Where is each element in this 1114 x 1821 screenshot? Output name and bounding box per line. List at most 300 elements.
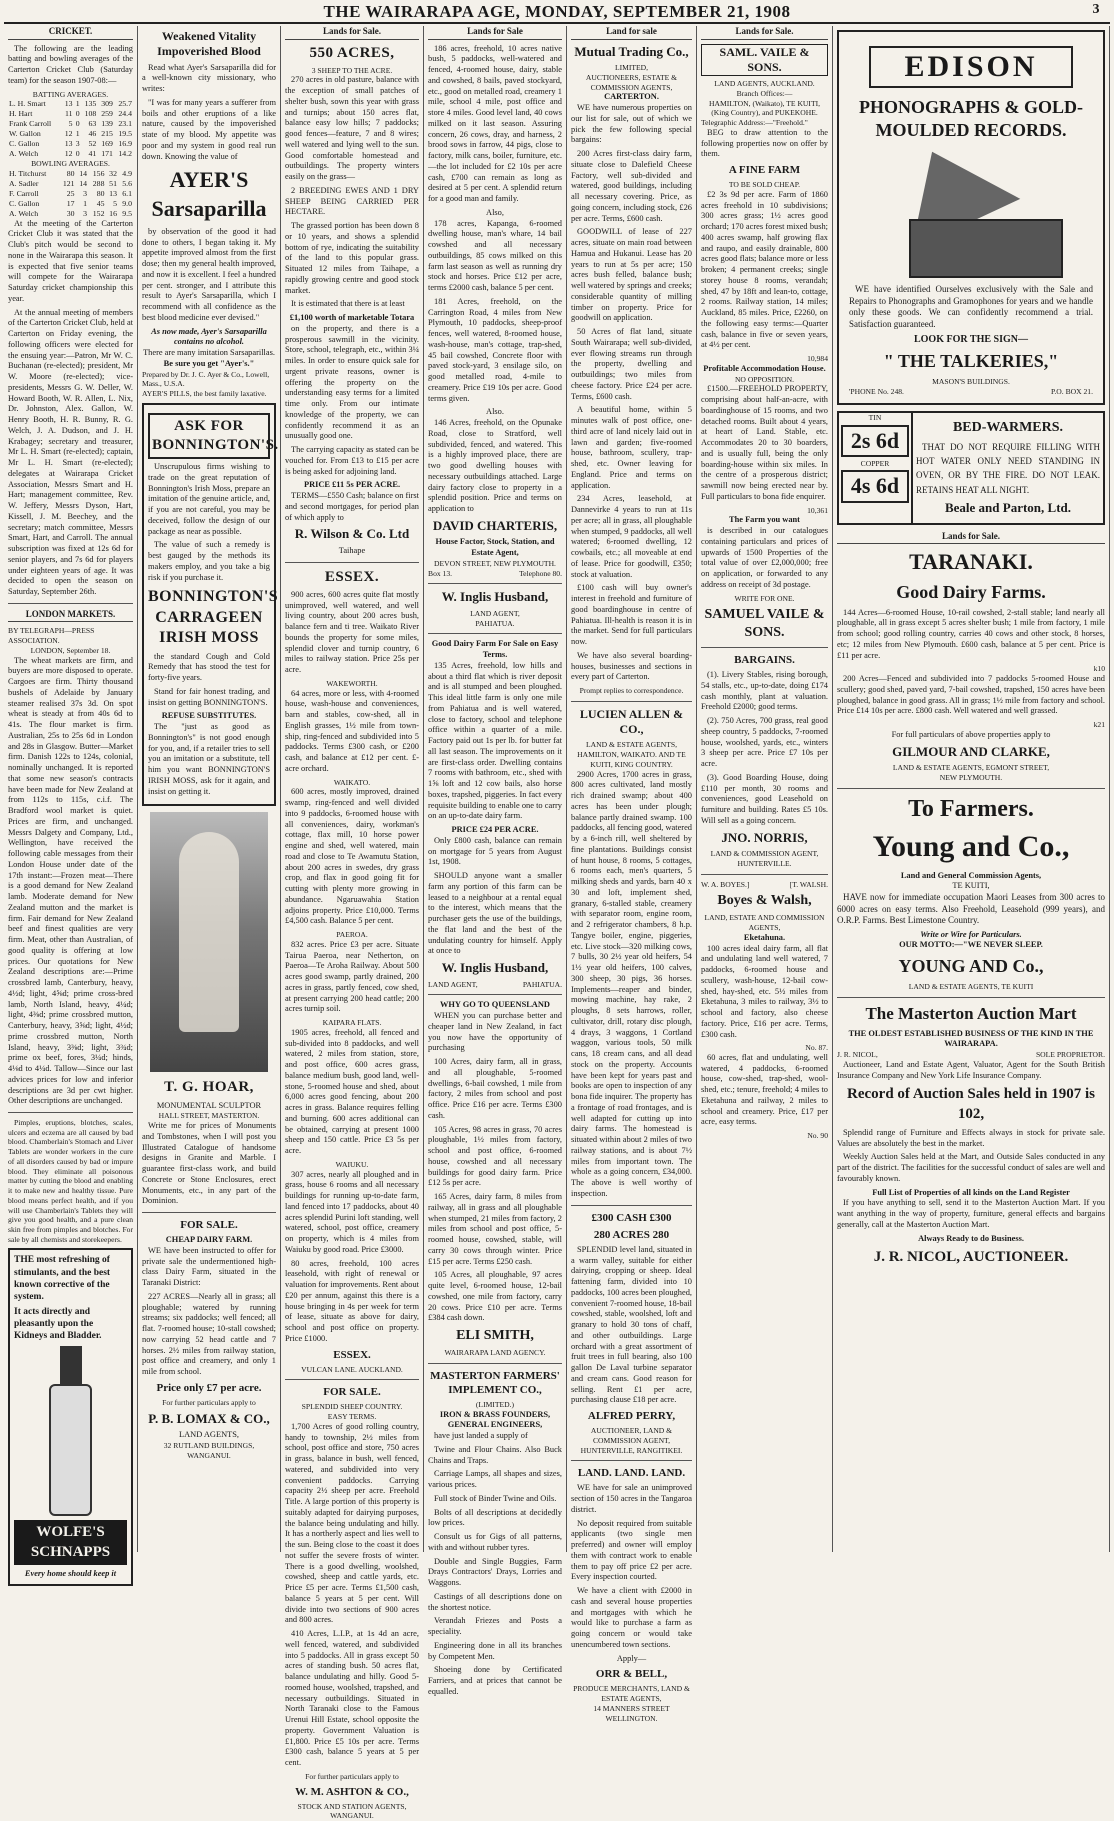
ashton-town: WANGANUI. [330, 1811, 374, 1821]
hoar-name: T. G. HOAR, [164, 1079, 254, 1096]
cash-1: SPLENDID level land, situated in a warm valley, suitable for either dairying, cropping or sheep. Ideal fattening farm, divided into 10 paddocks, 100 acres been ploughed, convenient 7-roomed house, 18-bail cowshed, stable, woolshed, loft and granary to hold 30 tons of chaff, and other outbuildings. Large orchard with a great assortment of fruit trees in full bearing, also 100 gallon De Laval turbine separator and cream cans. Good reason for selling. Rent £1 per acre, purchasing clause £18 per acre. [571, 1244, 692, 1405]
bed-warmers-text: THAT DO NOT REQUIRE FILLING WITH HOT WATER ONLY NEED STANDING IN OVEN, OR BY THE FIRE. DO NOT LEAK. RETAINS HEAT ALL NIGHT. [916, 441, 1100, 495]
batting-row [8, 149, 133, 159]
bonnington-para-1: Unscrupulous firms wishing to trade on the great reputation of Bonnington's Irish Moss, prepare an imitation of the genuine article, and, if you are not careful, you may be deceived, follow the design of our package as near as possible. [148, 462, 270, 536]
bowling-row [8, 189, 133, 199]
mf-10: Engineering done in all its branches by Competent Men. [428, 1640, 562, 1661]
batting-cell: 309 [101, 99, 113, 109]
batting-row [8, 99, 133, 109]
batting-table [8, 99, 133, 159]
bowling-cell: F. Carroll [9, 188, 39, 198]
land-land-land: LAND. LAND. LAND. [577, 1467, 686, 1480]
cheap-dairy-farm: CHEAP DAIRY FARM. [165, 1235, 253, 1245]
gilmour-role: LAND & ESTATE AGENTS, EGMONT STREET, [892, 763, 1050, 773]
mt-9: Prompt replies to correspondence. [579, 686, 684, 696]
column-6 [697, 26, 833, 1552]
edison-contact [849, 387, 1093, 397]
batting-cell: L. H. Smart [9, 99, 46, 109]
gilmour-town: NEW PLYMOUTH. [939, 772, 1003, 782]
for-sale-heading: FOR SALE. [180, 1219, 238, 1232]
young-1: HAVE now for immediate occupation Maori Leases from 300 acres to 6000 acres on easy terms. Also Freehold, Leasehold (999 years), and O.R.P. Farms. Best Limestone Country. [837, 892, 1105, 926]
charteris-box: Box 13. [428, 568, 453, 578]
vaile-3: £1500.—FREEHOLD PROPERTY, comprising about half-an-acre, with boardinghouse of 15 rooms, and two detached rooms. Built about 4 years, at heart of Land. Stable, etc. Accommodates 20 to 30 boarders, and is usually full, being the only boarding-house within six miles. In the centre of a prosperous district; sawmill now being erected near by. Full particulars to bona fide enquirer. [701, 384, 828, 501]
also-1: Also, [486, 207, 504, 217]
bowling-title: BOWLING AVERAGES. [31, 159, 110, 169]
record-sales: Record of Auction Sales held in 1907 is 102, [847, 1086, 1095, 1122]
batting-cell: 259 [101, 109, 113, 119]
boyes-walsh-firm: Boyes & Walsh, [717, 893, 812, 909]
nicol-signature: J. R. NICOL, AUCTIONEER. [873, 1249, 1069, 1266]
column-4 [424, 26, 567, 1696]
mutual-role: AUCTIONEERS, ESTATE & COMMISSION AGENTS, [585, 72, 678, 92]
batting-cell: 24.4 [118, 109, 132, 119]
for-sale-price: Price only £7 per acre. [156, 1381, 262, 1394]
bowling-cell: 80 [66, 168, 75, 178]
also-2: Also. [486, 407, 504, 417]
550-para-4: It is estimated that there is at least [291, 299, 405, 309]
bowling-cell: 30 [66, 208, 75, 218]
to-be-sold: TO BE SOLD CHEAP. [728, 180, 801, 190]
orr-bell-role: PRODUCE MERCHANTS, LAND & ESTATE AGENTS, [573, 1684, 690, 1704]
masons-buildings: MASON'S BUILDINGS. [932, 377, 1010, 387]
batting-cell: C. Gallon [9, 139, 40, 149]
batting-cell: A. Welch [9, 149, 39, 159]
batting-cell: 23.1 [118, 119, 132, 129]
good-dairy-farm-price: PRICE £24 PER ACRE. [451, 825, 539, 835]
boyes-1: 100 acres ideal dairy farm, all flat and undulating land well watered, 7 paddocks, 6-roomed house and scullery, wash-house, 12-bail cow-shed, hay-shed, etc. 5½ miles from Eketahuna, 3 miles to railway, 3½ to school and factory, also cheese factory. Price, £16 per acre. Terms, £300 cash. [701, 943, 828, 1039]
ayer-quote-2: by observation of the good it had done to others, I began taking it. My appetite improved almost from the first dose; then my general health improved, and now it is excellent. I feel a hundred per cent. stronger, and I attribute this result to Ayer's Sarsaparilla, which I recommend with all confidence as the best blood medicine ever devised." [142, 226, 276, 322]
for-sale-apply: For further particulars apply to [162, 1398, 256, 1408]
lucien-1: 2900 Acres, 1700 acres in grass, 800 acres cultivated, land mostly rich drained swamp; about 400 acres has been under plough; balance partly drained swamp. 100 paddocks, all fencing good, watered by a 6-inch rill, well sheltered by fine plantations. Buildings consist of hunt house, 8 rooms, 5 cottages, 6 rooms each, men's quarters, 5 milking sheds and yards, barn 40 x 30 and loft, implement shed, granary, 6-stalled stable, creamery with separator room, engine room, and 2 refrigerator chambers, 8 h.p. Tangye boiler, engine, piggeries, etc. Live stock—320 milking cows, 7 bulls, 30 2½ year old heifers, 54 1½ year old heifers, 100 calves, 300 sheep, 30 pigs, 36 horses. Implements—reaper and binder, mowing machine, hay rake, 2 ploughs, 8 sets harrows, roller, cultivator, drill, rotary disc plough, 4 drays, 3 waggons, 1 Cortland waggon, various tools, 50 milk cans, 18 cream cans, and all dead stock on the property. Accounts have been kept for years past and books are open to inspection of any bona fide inquirer. The property has a frontage of road frontages, and is well adapted for cutting up into dairy farms. The homestead is situated within about 2 miles of two railway stations, and is about 7½ miles from important town. The whole as a going concern, £34,000. The above is well worthy of inspection. [571, 769, 692, 1198]
hoar-address: HALL STREET, MASTERTON. [158, 1111, 260, 1121]
refuse-substitutes-text: The "just as good as Bonnington's" is not good enough for you, and, if a retailer tries to sell you an imitation or a substitute, tell him you want BONNINGTON'S IRISH MOSS, ask for it again, and insist on getting it. [148, 722, 270, 796]
bowling-row [8, 199, 133, 209]
batting-cell: 46 [88, 129, 97, 139]
edison-sub: PHONOGRAPHS & GOLD-MOULDED RECORDS. [859, 97, 1083, 141]
column-5 [567, 26, 697, 1723]
hoar-trade: MONUMENTAL SCULPTOR [156, 1100, 262, 1110]
charteris-firm: DAVID CHARTERIS, [432, 517, 558, 533]
masthead-title: THE WAIRARAPA AGE, MONDAY, SEPTEMBER 21, 1908 [323, 2, 791, 21]
beale-parton: Beale and Parton, Ltd. [944, 500, 1072, 516]
alfred-perry-town: HUNTERVILLE, RANGITIKEI. [580, 1445, 683, 1455]
sole-proprietor: SOLE PROPRIETOR. [1035, 1050, 1105, 1060]
auction-mart-title: The Masterton Auction Mart [865, 1003, 1077, 1023]
norris-town: HUNTERVILLE. [737, 858, 792, 868]
550-para-3: The grassed portion has been down 8 or 10 years, and shows a splendid bottom of rye, indicating the suitability of the land to this popular grass. Situated 12 miles from Taihape, a rapidly growing centre and good stock market. [285, 221, 419, 295]
for-sale-intro: WE have been instructed to offer for private sale the undermentioned high-class Dairy Farm, situated in the Taranaki District: [142, 1245, 276, 1288]
550-para-6: on the property, and there is a prosperous sawmill in the vicinity. Store, school, telegraph, etc., within 3¼ miles. In order to ensure quick sale for urgent private reasons, owner is offering the property on the understanding easy terms for a limited time only. From our intimate knowledge of the property, we can confidently recommend it as an unusually good one. [285, 323, 419, 441]
mf-11: Shoeing done by Certificated Farriers, and at prices that cannot be equalled. [428, 1665, 562, 1696]
mf-7: Double and Single Buggies, Farm Drays Contractors' Drays, Lorries and Waggons. [428, 1556, 562, 1588]
price-panel [839, 413, 913, 523]
vaile-heading: SAML. VAILE & SONS. [701, 44, 828, 77]
land-1: WE have for sale an unimproved section of 150 acres in the Tangaroa district. [571, 1483, 692, 1514]
markets-text: The wheat markets are firm, and buyers are more disposed to operate. Cargoes are firm. Thirty thousand bushels of Adelaide by January steamer realised 37s 3d. On spot wheat is steady at from 40s 6d to 41s. The flour market is firm. Australian, 25s to 25s 6d in London and 28s in Glasgow. Butter—Market firm. Danish 122s to 124s, colonial, nominally unchanged. It is reported that some new season's contracts have been made for New Zealand at from 112s to 115s, c.i.f. The Bradford wool market is quiet. Prices are firm, and unchanged. Messrs Dalgety and Company, Ltd., Wellington, have received the following cable messages from their London House under date of the 17th instant:—Frozen meat—There is a good demand for New Zealand lamb. Moderate demand for New Zealand mutton and the market is firm. Fair demand for New Zealand beef and finest qualities are very firm. Meat, other than Australian, of good quality is offering at low prices. Our quotations for New Zealand descriptions are:—Prime crossbred lamb, Canterbury, heavy, 4½d; light, 4⅝d; prime cross-bred lamb, North Island, heavy, 4¼d; light, 4⅜d; prime crossbred mutton, Canterbury, heavy, 3⅝d; light, 4½d; prime crossbred mutton, North Island, heavy, 3⅜d; light, 3¾d; prime ox beef, fores, 3¼d; hinds, 4⅛d to 4¼d. Tallow—Since our last advices prices for low and inferior descriptions are 3d per cwt higher. Other descriptions are unchanged. [8, 655, 133, 1106]
bargain-2: (2). 750 Acres, 700 grass, real good sheep country, 5 paddocks, 7-roomed house, woolshed, yards, etc., winters 3 sheep per acre. Price £7 10s per acre. [701, 716, 828, 769]
ashton-firm: W. M. ASHTON & CO., [295, 1785, 409, 1798]
taranaki-2: 200 Acres—Fenced and subdivided into 7 paddocks 5-roomed House and scullery; good shed, paved yard, 7-bail cowshed, trapshed, 150 acres have been ploughed, balance in good grass. All in grass; 1½ mile from factory and school. Price £14 10s per acre. £800 cash. Well watered and well grassed. [837, 674, 1105, 716]
bonnington-heading: ASK FOR BONNINGTON'S. [148, 413, 270, 459]
batting-cell: 0 [75, 149, 80, 159]
young-write: Write or Wire for Particulars. [920, 929, 1022, 939]
masthead [0, 2, 1114, 22]
alfred-perry-role: AUCTIONEER, LAND & COMMISSION AGENT, [590, 1426, 673, 1445]
batting-cell: 108 [84, 109, 97, 119]
charteris-contact [428, 569, 562, 579]
queensland-3: 105 Acres, 98 acres in grass, 70 acres ploughable, 1½ miles from factory, school and post office, 6-roomed house, cowshed and all necessary buildings for good dairy farm. Price £12 5s per acre. [428, 1124, 562, 1188]
batting-row [8, 139, 133, 149]
wolfe-lead: THE most refreshing of stimulants, and the best known corrective of the system. [14, 1255, 111, 1302]
batting-cell: 0 [75, 109, 80, 119]
550-acres-sub: 3 SHEEP TO THE ACRE. [311, 65, 393, 75]
vaile-3-ref: 10,361 [807, 505, 828, 515]
good-dairy-farm-2: Only £800 cash, balance can remain on mortgage for 5 years from August 1st, 1908. [428, 835, 562, 867]
hoar-text: Write me for prices of Monuments and Tombstones, when I will post you Illustrated Catalogue of handsome designs in Granite and Marble. I guarantee first-class work, and build Concrete or Stone Enclosures, erect Monuments, etc., in any part of the Dominion. [142, 1121, 276, 1206]
bargain-3: (3). Good Boarding House, doing £110 per month, 30 rooms and conveniences, good Leasehold on furniture and building. Rates £5 10s. Will sell as a going concern. [701, 772, 828, 825]
young-role: Land and General Commission Agents, [900, 870, 1042, 880]
essex-2: 64 acres, more or less, with 4-roomed house, wash-house and conveniences, barn and stables, cow-shed, all in English grasses, 1½ mile from town-ship, ring-fenced and subdivided into 5 paddocks. Terms £300 cash, or £200 cash, and balance at £12 per cent. £-acre orchard. [285, 688, 419, 773]
mf-4: Full stock of Binder Twine and Oils. [434, 1493, 557, 1503]
bowling-cell: 25 [66, 188, 75, 198]
batting-title: BATTING AVERAGES. [32, 89, 109, 99]
batting-cell: 14.2 [118, 149, 132, 159]
taranaki-apply: For full particulars of above properties apply to [891, 729, 1051, 739]
masterton-farmers-ltd: (LIMITED.) [475, 1400, 515, 1410]
vaile-2-ref: 10,984 [807, 354, 828, 364]
boyes-walsh-names [701, 880, 828, 890]
angel-monument-illustration [150, 812, 268, 1072]
essex-6: 307 acres, nearly all ploughed and in grass, house 6 rooms and all necessary buildings for running up-to-date farm, land fenced into 17 paddocks, about 40 acres splendid Purini loft standing, well watered, school, post office, creamery on property, which is 4 miles from Waiuku by good road. Price £3000. [285, 1169, 419, 1254]
good-dairy-farm-heading: Good Dairy Farm For Sale on Easy Terms. [431, 639, 559, 660]
essex-4: 832 acres. Price £3 per acre. Situate Tairua Paeroa, near Netherton, on Paeroa—Te Aroha Railway. About 500 acres good swamp, partly drained, 200 acres in grass, partly fenced, cow shed, at present carrying 200 head cattle; 200 acres turnip soil. [285, 939, 419, 1014]
ayer-sure: Be sure you get "Ayer's." [163, 358, 255, 368]
essex-7: 80 acres, freehold, 100 acres leasehold, with right of renewal or valuation for improvements. Rent about £20 per annum, against this there is a house bringing in 4s per week for term of lease, situate as above for dairy, school and post office on property. Price £1000. [285, 1258, 419, 1343]
husband-contact [428, 980, 562, 990]
masterton-farmers-trade: IRON & BRASS FOUNDERS, [439, 1409, 551, 1419]
masterton-farmers-trade-2: GENERAL ENGINEERS, [447, 1420, 543, 1430]
essex-kaipara: KAIPARA FLATS. [322, 1018, 382, 1028]
wolfe-tag: Every home should keep it [24, 1568, 117, 1578]
wolfe-brand: WOLFE'S SCHNAPPS [14, 1520, 127, 1564]
auction-mart-proprietor [837, 1050, 1105, 1060]
lomax-role: LAND AGENTS, [178, 1430, 240, 1440]
bowling-cell: 3 [83, 208, 88, 218]
phonograph-illustration [869, 148, 1073, 278]
batting-cell: 12 [64, 149, 73, 159]
batting-cell: 25.7 [118, 99, 132, 109]
batting-cell: 19.5 [118, 129, 132, 139]
batting-cell: 13 [64, 99, 73, 109]
mutual-ltd: LIMITED, [614, 63, 649, 73]
husband-town-2: PAHIATUA. [522, 979, 562, 989]
batting-cell: 52 [88, 139, 97, 149]
lands-for-sale-heading-4: Lands for Sale. [837, 531, 1105, 545]
bowling-cell: A. Sadler [9, 178, 39, 188]
batting-cell: 1 [75, 99, 80, 109]
bowling-cell: 9.0 [122, 198, 132, 208]
550-acres-title: 550 ACRES, [309, 44, 395, 61]
mt-7: £100 cash will buy owner's interest in freehold and furniture of good boardinghouse in centre of Pahiatua. Ill-health is reason it is in the market. Send for full particulars now. [571, 583, 692, 647]
bowling-cell: 4.9 [122, 168, 132, 178]
young-motto: OUR MOTTO:—"WE NEVER SLEEP. [899, 940, 1043, 950]
no-opposition: NO OPPOSITION. [734, 374, 795, 384]
edison-box: P.O. BOX 21. [1051, 387, 1093, 397]
mt-5: A beautiful home, within 5 minutes walk of post office, one-third acre of land nicely laid out in lawn and garden; five-roomed house, bathroom, scullery, trap-shed, etc. Owner leaving for England. Price and terms on application. [571, 405, 692, 490]
charteris-tel: Telephone 80. [519, 568, 562, 578]
land-for-sale-heading: Land for sale [571, 26, 692, 40]
essex-1: 900 acres, 600 acres quite flat mostly unimproved, well watered, and well living country, about 200 acres bush, balance fern and ti tree. Waikato River bounds the property for some miles, splendid clover and turnip country, 6 miles to railway station. Price 25s per acre. [285, 589, 419, 675]
bowling-cell: 3 [83, 188, 88, 198]
bowling-cell: 14 [79, 178, 88, 188]
gilmour-clarke: GILMOUR AND CLARKE, [892, 743, 1050, 759]
550-para-7: The carrying capacity as stated can be vouched for. From £13 to £15 per acre is being asked for adjoining land. [285, 445, 419, 476]
mutual-town: CARTERTON. [604, 92, 659, 102]
young-co: Young and Co., [872, 830, 1070, 864]
edison-phone: 'PHONE No. 248. [849, 387, 904, 397]
batting-cell: 169 [101, 139, 113, 149]
batting-row [8, 129, 133, 139]
farm-you-want: The Farm you want [729, 515, 800, 525]
bowling-cell: 45 [96, 198, 105, 208]
mt-8: We have also several boarding-houses, businesses and sections in every part of Carterton. [571, 650, 692, 682]
schnapps-bottle-illustration [44, 1346, 97, 1516]
batting-row [8, 119, 133, 129]
wilson-town: Taihape [338, 546, 366, 556]
young-town: TE KUITI, [952, 881, 990, 891]
vaile-1: BEG to draw attention to the following properties now on offer by them. [701, 127, 828, 159]
batting-cell: 63 [88, 119, 97, 129]
batting-cell: 16.9 [118, 139, 132, 149]
essex-paeroa: PAEROA. [336, 930, 368, 940]
land-186: 186 acres, freehold, 10 acres native bush, 5 paddocks, well-watered and fenced, 4-roomed house, dairy, stable and cowshed, 8 bails, paved stockyard, etc., good on metalled road, creamery 1 mile, school 4 mile, post office and store 4 miles. Good level land, 40 cows milked on it last season. Assuring concern, 26 cows, dray, and harness, 2 brood sows in farrow, 44 pigs, close to factory, milk cans, boiler, furniture, etc.—the lot included for £2 10s per acre cash, £700 can remain as long as desired at 5 per cent. A splendid return for a good man and family. [428, 43, 562, 204]
wolfe-ad [8, 1248, 133, 1585]
bowling-cell: 14 [79, 168, 88, 178]
acres-280: 280 ACRES 280 [593, 1228, 670, 1241]
write-for-one: WRITE FOR ONE. [734, 593, 795, 603]
boyes-name: W. A. BOYES.] [701, 879, 750, 889]
young-firm: YOUNG AND Co., [898, 956, 1044, 977]
boyes-2: 60 acres, flat and undulating, well watered, 4 paddocks, 6-roomed house, cow-shed, trap-shed, wool-shed, etc.; tenure, freehold; 4 miles to Eketahuna and railway, 2 miles to school and creamery. Price, £17 per acre, easy terms. [701, 1052, 828, 1127]
auction-mart-sub: THE OLDEST ESTABLISHED BUSINESS OF THE KIND IN THE WAIRARAPA. [848, 1028, 1094, 1049]
mf-6: Consult us for Gigs of all patterns, with and without rubber tyres. [428, 1532, 562, 1552]
bowling-cell: 80 [96, 188, 105, 198]
essex-3: 600 acres, mostly improved, drained swamp, ring-fenced and well divided into 9 paddocks, 6-roomed house with all conveniences, dairy, workman's cottage, flax mill, 10 horse power engine and shed, well watered, main road and close to Te Awamutu Station, about 200 acres in swedes, dry grass crop, and flax in good going fit for cutting with plenty more growing in abundance. Ngaruawahia Station adjoins property. Price £10,000. Terms £4,500 cash. Balance 5 per cent. [285, 787, 419, 926]
husband-role: LAND AGENT, [470, 608, 520, 618]
young-firm-role: LAND & ESTATE AGENTS, TE KUITI [908, 982, 1034, 992]
bowling-row [8, 179, 133, 189]
bonnington-para-3: the standard Cough and Cold Remedy that has stood the test for forty-five years. [148, 651, 270, 683]
charteris-role: House Factor, Stock, Station, and Estate Agent, [435, 537, 555, 558]
vaile-role: LAND AGENTS, AUCKLAND. [714, 79, 815, 89]
ayer-title: Weakened Vitality Impoverished Blood [157, 29, 261, 59]
bowling-row [8, 169, 133, 179]
vaile-2: £2 3s 9d per acre. Farm of 1860 acres freehold in 10 subdivisions; 300 acres grass; 1½ acres good orchard; 170 acres forest mixed bush; 400 acres swamp, half growing flax and raupo, and easily drainable, 800 acres good flats; balance more or less broken; 4 permanent creeks; single storey house 8 rooms, verandah; shed, 47 by 18ft and lean-to, cottage, 2 rooms. Railway station, 14 miles; Auckland, 85 miles. Price, £2260, on the following easy terms:—Quarter cash, balance in five or seven years, at 4½ per cent. [701, 189, 828, 350]
bowling-cell: C. Gallon [9, 198, 40, 208]
easy-terms: EASY TERMS. [327, 1412, 377, 1422]
batting-cell: W. Gallon [9, 129, 41, 139]
bed-warmers-title: BED-WARMERS. [952, 419, 1064, 435]
markets-dateline: LONDON, September 18. [30, 645, 111, 655]
eli-smith-role: WAIRARAPA LAND AGENCY. [444, 1348, 546, 1358]
column-7 [833, 26, 1110, 1552]
lands-for-sale-heading-2: Lands for Sale [428, 26, 562, 40]
bowling-cell: 5.6 [122, 178, 132, 188]
vaile-branch-list: HAMILTON, (Waikato), TE KUITI, (King Country), and PUKEKOHE. [708, 98, 821, 118]
accommodation-heading: Profitable Accommodation House. [703, 363, 826, 373]
lucien-role: LAND & ESTATE AGENTS, [586, 740, 677, 750]
essex-address: VULCAN LANE. AUCKLAND. [301, 1364, 403, 1374]
bowling-cell: 121 [62, 178, 75, 188]
batting-cell: 0 [75, 119, 80, 129]
charteris-address: DEVON STREET, NEW PLYMOUTH. [434, 558, 556, 568]
pimples-ad: Pimples, eruptions, blotches, scales, ulcers and eczema are all caused by bad blood. Chamberlain's Stomach and Liver Tablets are wonder workers in the cure of all disorders caused by bad or impure blood. They eliminate all poisonous matter by cutting the blood and enabling it to make new and healthy tissue. Pure blood means perfect health, and if you will use Chamberlain's Tablets they will give you good health, and a pure clean skin free from pimples and blotches. For sale by all chemists and storekeepers. [8, 1118, 133, 1244]
sheep-2: 410 Acres, L.I.P., at 1s 4d an acre, well fenced, watered, and subdivided into 5 paddocks. All in grass except 50 acres of standing bush. 50 acres flat, balance undulating and hilly. Good 5-roomed house, woolshed, trapshed, and necessary outbuildings. Situated in North Taranaki close to the Famous Urenui Hill Estate, school opposite the property. Government Valuation is £1,800. Price £5 10s per acre. Terms £300 cash, balance 5 years at 5 per cent. [285, 1629, 419, 1768]
mf-9: Verandah Friezes and Posts a speciality. [428, 1616, 562, 1637]
copper-price: 4s 6d [841, 470, 909, 502]
bowling-cell: 1 [83, 198, 88, 208]
markets-byline: BY TELEGRAPH—PRESS ASSOCIATION. [8, 626, 95, 646]
bowling-row [8, 209, 133, 219]
550-para-2: 2 BREEDING EWES AND 1 DRY SHEEP BEING CARRIED PER HECTARE. [285, 185, 419, 217]
ayer-maker: Prepared by Dr. J. C. Ayer & Co., Lowell, Mass., U.S.A. [142, 369, 270, 389]
mt-3: GOODWILL of lease of 227 acres, situate on main road between Hamua and Hukanui. Lease has 20 years to run at 5s per acre; 150 acres bush felled, balance bush; well watered by springs and creeks; considerable quantity of milling timber on property. Price for goodwill on application. [571, 227, 692, 323]
queensland-5: 105 Acres, all ploughable, 97 acres quite level, 6-roomed house, 12-bail cowshed, one mile from factory, carry 20 cows. Price £10 per acre. Terms £384 cash down. [428, 1270, 562, 1323]
norris-role: LAND & COMMISSION AGENT, [710, 849, 819, 859]
taranaki-1: 144 Acres—6-roomed House, 10-rail cowshed, 2-stall stable; land nearly all ploughable, all in grass except 5 acres shelter bush; 1 mile from factory, 1 mile from school; good rolling country, carries 40 cows and other stock, 8 horses, etc; 12 miles from New Plymouth. £600 cash, balance at 5 per cent. Price is £11 per acre. [837, 607, 1105, 660]
bowling-cell: 32 [109, 168, 117, 178]
totara-line: £1,100 worth of marketable Totara [289, 313, 415, 323]
husband-role-2: LAND AGENT, [428, 979, 478, 989]
land-2: No deposit required from suitable applicants (two single men preferred) and owner will employ them with contract work to enable them to pay off price £2 per acre. Every inspection courted. [571, 1518, 692, 1582]
refuse-substitutes-heading: REFUSE SUBSTITUTES. [161, 711, 257, 721]
mt-1: WE have numerous properties on our list for sale, out of which we pick the few following special bargains: [571, 103, 692, 145]
column-2 [138, 26, 281, 1552]
essex-footer: ESSEX. [333, 1348, 371, 1361]
queensland-heading: WHY GO TO QUEENSLAND [440, 1000, 550, 1010]
essex-waikato: WAIKATO. [333, 777, 371, 787]
auction-mart-3: Weekly Auction Sales held at the Mart, and Outside Sales conducted in any part of the district. The facilities for the successful conduct of sales are well and favourably known. [837, 1152, 1105, 1183]
copper-label: COPPER [860, 458, 890, 468]
lucien-allen: LUCIEN ALLEN & CO., [579, 706, 684, 737]
queensland-4: 165 Acres, dairy farm, 8 miles from railway, all in grass and all ploughable when stumped, 21 miles from factory, 2 miles from school and post office, 5-roomed house, cowshed, stable, will carry 30 cows through winter. Price £15 per acre. Terms £250 cash. [428, 1192, 562, 1266]
mt-2: 200 Acres first-class dairy farm, situate close to Dalefield Cheese Factory, well sub-divided and watered, good buildings, including all necessary covering. Price, as going concern, including stock, £26 per acre. Terms, £600 cash. [571, 149, 692, 223]
bowling-cell: H. Titchurst [9, 168, 47, 178]
lomax-address: 32 RUTLAND BUILDINGS, WANGANUI. [163, 1441, 255, 1460]
bowling-cell: 17 [66, 198, 75, 208]
bowling-cell: 16 [109, 208, 117, 218]
batting-cell: 41 [88, 149, 97, 159]
bowling-cell: 156 [92, 168, 105, 178]
bowling-cell: A. Welch [9, 208, 39, 218]
to-farmers: To Farmers. [908, 795, 1034, 822]
ayer-brand: AYER'S Sarsaparilla [151, 167, 267, 221]
bowling-cell: 5 [113, 198, 117, 208]
mf-8: Castings of all descriptions done on the shortest notice. [428, 1591, 562, 1612]
land-3: We have a client with £2000 in cash and several house properties and mortgages with which he would like to purchase a farm as going concern or would take unencumbered town sections. [571, 1586, 692, 1649]
lands-for-sale-heading-3: Lands for Sale. [701, 26, 828, 40]
ayer-pills: AYER'S PILLS, the best family laxative. [142, 388, 267, 398]
wolfe-body: It acts directly and pleasantly upon the Kidneys and Bladder. [14, 1307, 102, 1342]
orr-bell-address: 14 MANNERS STREET WELLINGTON. [593, 1703, 670, 1723]
edison-brand: EDISON [869, 46, 1073, 88]
cricket-heading: CRICKET. [8, 26, 133, 40]
sheep-1: 1,700 Acres of good rolling country, handy to township, 2½ miles from school, post office and store, 750 acres in grass, balance in bush, well fenced, watered, and subdivided into very convenient paddocks. Carrying capacity 2½ sheep per acre. Freehold Title. A large portion of this property is suitably adapted for dairying purposes, the balance being undulating and hilly. It has a northerly aspect and lies well to the sun. Being close to the coast it does not suffer the severe frosts of winter. There is a good dwelling, woolshed, cowshed, sheep and cattle yards, etc. Price £5 per acre. Terms £1,500 cash, balance 5 years at 5 per cent. Will divide into two sections of 900 acres and 800 acres. [285, 1421, 419, 1625]
cricket-para-2: At the annual meeting of members of the Carterton Cricket Club, held at Carterton on Friday evening, the following officers were elected for the ensuing year:—Patron, Mr W. C. Buchanan (re-elected); president, Mr W. Moore (re-elected); vice-presidents, Messrs G. W. Deller, W. Howard Booth, W. R. Allen, L. Nix, Dr. Johnston, Alex. Gallon, W. Henry Booth, H. R. Bunny, R. G. Welch, J. A. Dudson, and J. H. Krabagey; secretary and treasurer, Mr L. H. Smart (re-elected); captain, Mr L. H. Smart (re-elected); delegates at Wairarapa Cricket Association, Messrs Smart and H. Hart; management committee, Rev. W. Jeffery, Messrs Dyson, Hart, Kissell, J. M. Beechey, and the secretary; match committee, Messrs Smart, Hart, and Carroll. The annual subscription was fixed at 12s 6d for senior players, and 7s 6d for players under eighteen years of age. It was decided to open the season on Saturday, September 26th. [8, 307, 133, 597]
bonnington-brand: BONNINGTON'S CARRAGEEN IRISH MOSS [148, 588, 279, 647]
batting-cell: 3 [75, 139, 80, 149]
always-ready: Always Ready to do Business. [918, 1233, 1024, 1243]
good-dairy-farm-3: SHOULD anyone want a smaller farm any portion of this farm can be leased to a neighbour at a rental equal to the interest, which means that the purchaser gets the use of the buildings, the flat land and the best of the undulating country for himself. Apply at once to [428, 871, 562, 956]
taranaki-heading: TARANAKI. [909, 549, 1033, 575]
bowling-table [8, 169, 133, 219]
boyes-walsh-town: Eketahuna. [743, 932, 786, 942]
good-dairy-farm-1: 135 Acres, freehold, low hills and about a third flat which is river deposit and is all stumped and been ploughed. This ideal little farm is only one mile from Pahiatua and is well watered, close to factory, school and telephone office within a quarter of a mile. Factory paid out 1s per lb. for butter fat all last season. The improvements on it are first-class order. Dwelling contains 7 rooms with bathroom, etc., shed with 1⅝ loft and 12 cow bails, also horse boxes, trapshed, piggeries. In fact every requisite building to enable one to carry on an up-to-date dairy farm. [428, 660, 562, 821]
batting-cell: 171 [101, 149, 113, 159]
bargain-1: (1). Livery Stables, rising borough, 54 stalls, etc., up-to-date, doing £174 cash monthly, plant at valuation. Freehold £2000; good terms. [701, 670, 828, 712]
queensland-1: WHEN you can purchase better and cheaper land in New Zealand, in fact you now have the opportunity of purchasing [428, 1011, 562, 1053]
husband-firm: W. Inglis Husband, [441, 589, 549, 605]
ayer-imitation: There are many imitation Sarsaparillas. [143, 348, 275, 358]
column-3 [281, 26, 424, 1821]
essex-waiuku: WAIUKU. [335, 1159, 369, 1169]
queensland-2: 100 Acres, dairy farm, all in grass, and all ploughable, 5-roomed dwellings, 6-bail cowshed, 1 mile from factory, 2 miles from school and post office. Price £16 per acre. Terms £300 cash. [428, 1057, 562, 1120]
cricket-intro: The following are the leading batting and bowling averages of the Carterton Cricket Club (Saturday team) for the season 1907-08:— [8, 43, 133, 85]
taranaki-1-ref: k10 [1093, 664, 1105, 674]
ayer-warning: As now made, Ayer's Sarsaparilla contains no alcohol. [151, 326, 267, 347]
boyes-1-ref: No. 87. [805, 1043, 828, 1053]
land-register: Full List of Properties of all kinds on the Land Register [872, 1187, 1070, 1197]
vaile-branches: Branch Offices:— [736, 88, 793, 98]
wilson-firm: R. Wilson & Co. Ltd [294, 526, 410, 542]
tin-label: TIN [868, 412, 882, 422]
lomax-firm: P. B. LOMAX & CO., [148, 1410, 270, 1426]
bed-warmers-ad [837, 411, 1105, 525]
edison-ad [837, 30, 1105, 405]
masterton-farmers: MASTERTON FARMERS' IMPLEMENT CO., [430, 1369, 560, 1396]
land-146: 146 Acres, freehold, on the Opunake Road, close to Stratford, well subdivided, fenced, and watered. This is a highly improved place, there are two good dwelling houses with necessary outbuildings attached. Large dairy factory close to property in a splendid position. Price and terms on application to [428, 418, 562, 514]
batting-row [8, 109, 133, 119]
essex-wakeworth: WAKEWORTH. [326, 678, 378, 688]
boyes-walsh-role: LAND, ESTATE AND COMMISSION AGENTS, [704, 913, 825, 933]
auction-mart-4: If you have anything to sell, send it to the Masterton Auction Mart. If you want anything in the way of property, furniture, general effects and bargains generally, call at the Masterton Auction Mart. [837, 1198, 1105, 1229]
batting-cell: 11 [65, 109, 73, 119]
batting-cell: 139 [101, 119, 113, 129]
husband-town: PAHIATUA. [475, 618, 515, 628]
batting-cell: Frank Carroll [9, 119, 52, 129]
orr-bell: ORR & BELL, [595, 1668, 668, 1681]
apply: Apply— [616, 1653, 647, 1663]
mutual-trading: Mutual Trading Co., [574, 43, 689, 59]
ayer-quote: "I was for many years a sufferer from boils and other eruptions of a like nature, caused by the impoverished state of my blood. My appetite was poor and my system in good real run down. Knowing the value of [142, 97, 276, 161]
good-dairy-farms: Good Dairy Farms. [896, 581, 1046, 602]
for-sale-details: 227 ACRES—Nearly all in grass; all ploughable; watered by running streams; six paddocks; well fenced; all flat. 7-roomed house; 10-stall cowshed; now carrying 52 head cattle and 7 horses. 2½ miles from railway station, post office and creamery, and only 1 mile from school. [142, 1291, 276, 1377]
mf-2: Twine and Flour Chains. Also Buck Chains and Traps. [428, 1444, 562, 1465]
ayer-intro: Read what Ayer's Sarsaparilla did for a well-known city missionary, who writes: [142, 62, 276, 94]
bonnington-para-4: Stand for fair honest trading, and insist on getting BONNINGTON'S. [148, 686, 270, 707]
bonnington-ad [142, 403, 279, 807]
bargains-heading: BARGAINS. [734, 654, 795, 667]
top-rule [4, 22, 1110, 24]
taranaki-2-ref: k21 [1093, 720, 1105, 730]
vaile-4: is described in our catalogues containing particulars and prices of upwards of 1500 Properties of the total value of over £2,000,000; free on application, or forwarded to any address on receipt of 3d postage. [701, 526, 828, 589]
batting-cell: H. Hart [9, 109, 33, 119]
ashton-apply: For further particulars apply to [305, 1771, 399, 1781]
alfred-perry: ALFRED PERRY, [587, 1410, 676, 1423]
edison-text: WE have identified Ourselves exclusively with the Sale and Repairs to Phonographs and Gramophones for years and we handle only these goods. We can confidently recommend a trial. Satisfaction guaranteed. [849, 284, 1093, 329]
essex-heading: ESSEX. [324, 568, 380, 585]
bowling-cell: 51 [109, 178, 117, 188]
